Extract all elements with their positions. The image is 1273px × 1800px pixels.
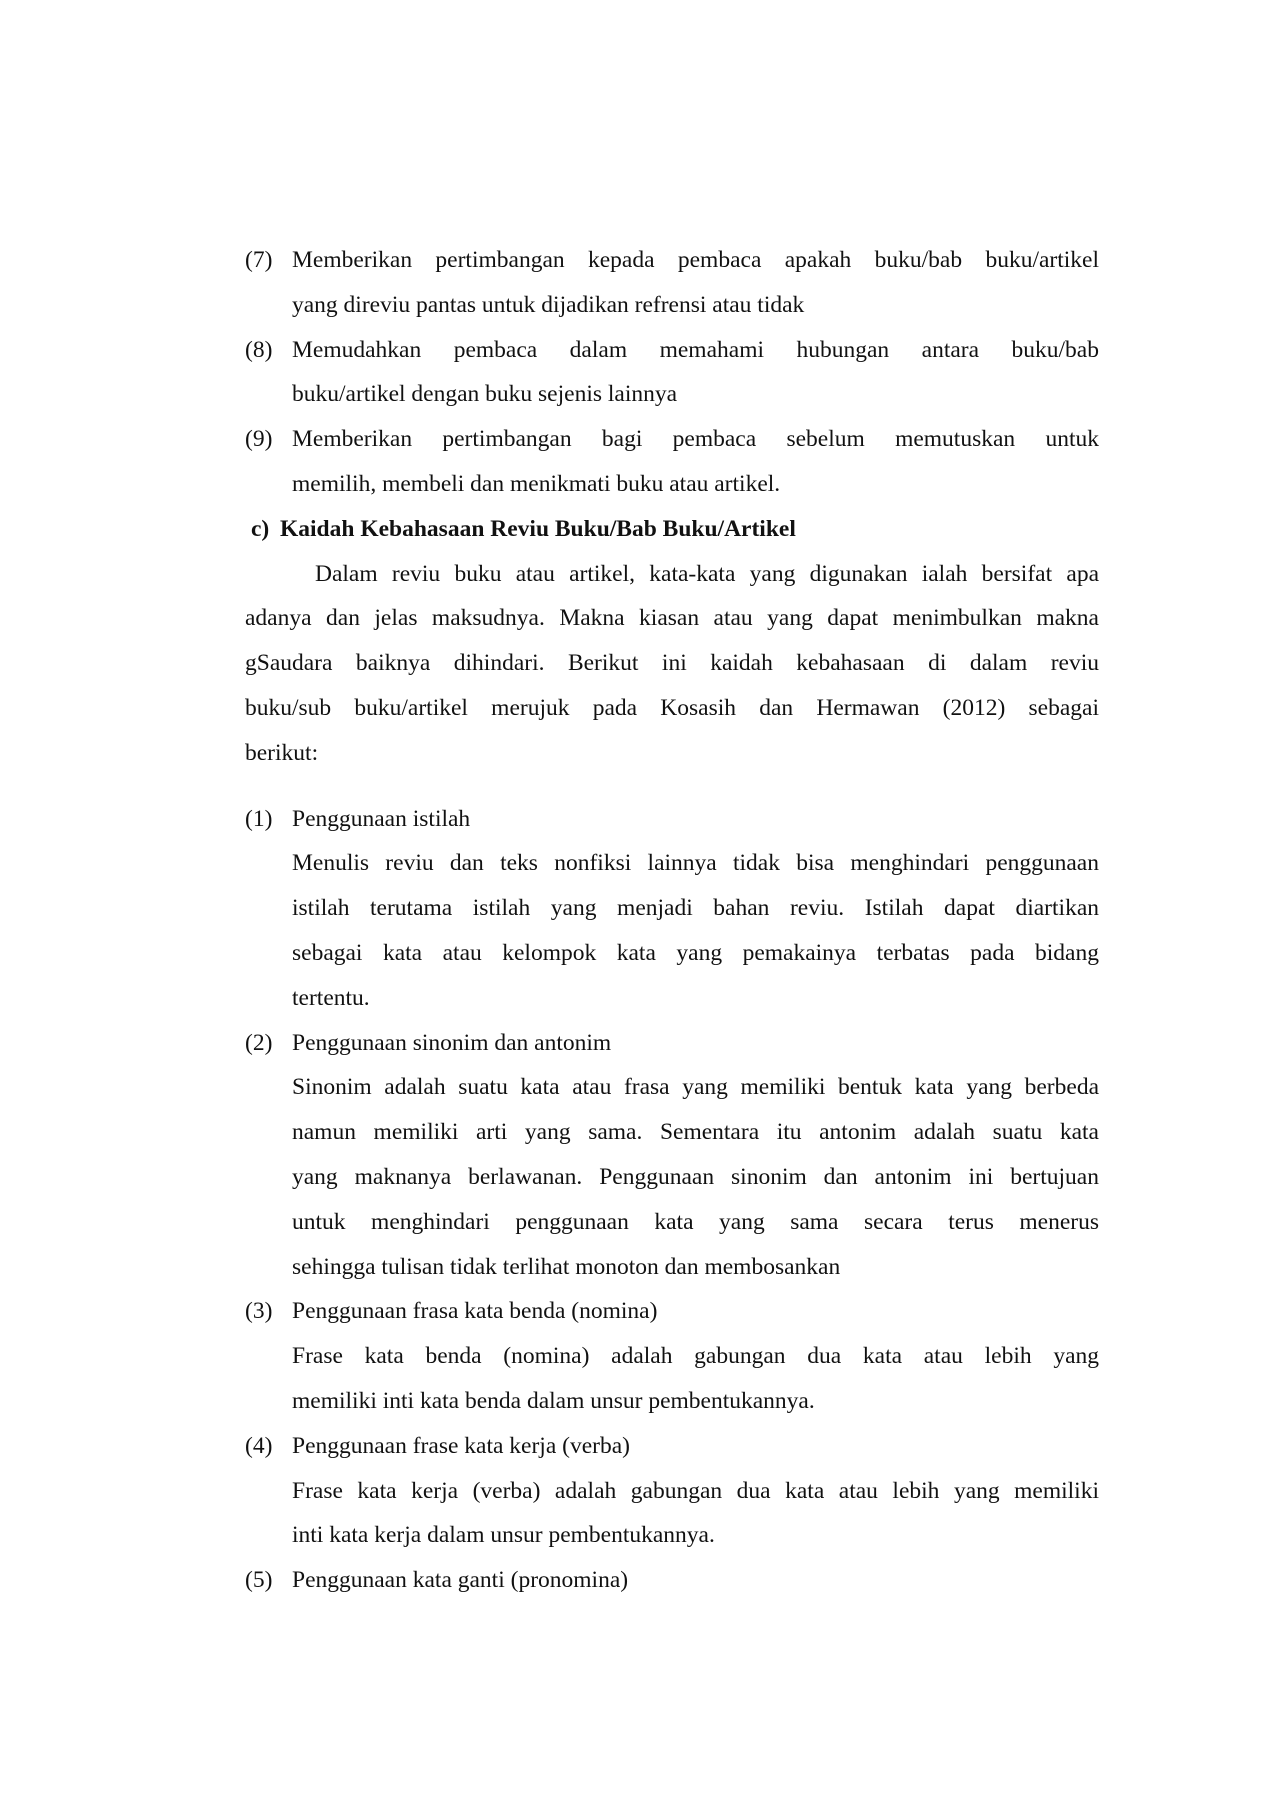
text-line [0,731,1273,776]
text-line [0,1110,1273,1155]
paragraph-line: Dalam reviu buku atau artikel, kata-kata yang digunakan ialah bersifat apa [315,560,1099,587]
text-line [0,641,1273,686]
list-item-title: Penggunaan frase kata kerja (verba) [292,1432,630,1459]
list-item-text: buku/artikel dengan buku sejenis lainnya [292,381,678,408]
list-item-title: Penggunaan sinonim dan antonim [292,1029,612,1056]
list-item-text: Memberikan pertimbangan bagi pembaca sebelum memutuskan untuk [292,426,1099,453]
text-line [0,1021,1273,1066]
list-item-text: untuk menghindari penggunaan kata yang sama secara terus menerus [292,1208,1099,1235]
text-line [0,1558,1273,1603]
text-line [0,417,1273,462]
text-line [0,1513,1273,1558]
list-item-text: Sinonim adalah suatu kata atau frasa yang memiliki bentuk kata yang berbeda [292,1074,1099,1101]
list-number: (4) [245,1432,273,1459]
text-line [0,841,1273,886]
list-number: (8) [245,336,273,363]
list-item-text: istilah terutama istilah yang menjadi bahan reviu. Istilah dapat diartikan [292,895,1099,922]
list-item-text: yang direviu pantas untuk dijadikan refrensi atau tidak [292,291,805,318]
list-item-text: Memudahkan pembaca dalam memahami hubungan antara buku/bab [292,336,1099,363]
list-item-text: namun memiliki arti yang sama. Sementara itu antonim adalah suatu kata [292,1119,1099,1146]
paragraph-line: buku/sub buku/artikel merujuk pada Kosasih dan Hermawan (2012) sebagai [245,694,1099,721]
list-item-text: inti kata kerja dalam unsur pembentukannya. [292,1522,715,1549]
text-line [0,1379,1273,1424]
text-line [0,686,1273,731]
list-item-title: Penggunaan kata ganti (pronomina) [292,1567,629,1594]
paragraph-line: gSaudara baiknya dihindari. Berikut ini kaidah kebahasaan di dalam reviu [245,650,1099,677]
text-line [0,1424,1273,1469]
text-line [0,372,1273,417]
list-item-text: tertentu. [292,984,370,1011]
text-line [0,462,1273,507]
list-number: (7) [245,247,273,273]
text-line [0,886,1273,931]
list-item-text: Frase kata kerja (verba) adalah gabungan dua kata atau lebih yang memiliki [292,1477,1099,1504]
heading-number: c) [251,515,270,542]
text-line [0,1155,1273,1200]
list-item-text: sehingga tulisan tidak terlihat monoton dan membosankan [292,1253,841,1280]
text-line [0,1065,1273,1110]
document-page [0,238,1273,1603]
text-line [0,238,1273,283]
list-item-text: Menulis reviu dan teks nonfiksi lainnya tidak bisa menghindari penggunaan [292,850,1099,877]
paragraph-line: adanya dan jelas maksudnya. Makna kiasan atau yang dapat menimbulkan makna [245,605,1099,632]
list-item-text: yang maknanya berlawanan. Penggunaan sinonim dan antonim ini bertujuan [292,1163,1099,1190]
text-line [0,1469,1273,1514]
text-line [0,931,1273,976]
list-item-title: Penggunaan frasa kata benda (nomina) [292,1298,658,1325]
list-item-text: memiliki inti kata benda dalam unsur pembentukannya. [292,1387,815,1414]
text-line [0,1200,1273,1245]
text-line [0,797,1273,842]
list-item-text: Frase kata benda (nomina) adalah gabungan dua kata atau lebih yang [292,1343,1099,1370]
section-heading: Kaidah Kebahasaan Reviu Buku/Bab Buku/Artikel [280,515,796,542]
text-line [0,283,1273,328]
text-line [0,552,1273,597]
list-item-text: Memberikan pertimbangan kepada pembaca apakah buku/bab buku/artikel [292,247,1099,273]
text-line [0,507,1273,552]
list-item-text: memilih, membeli dan menikmati buku atau artikel. [292,470,781,497]
list-item-title: Penggunaan istilah [292,805,471,832]
list-item-text: sebagai kata atau kelompok kata yang pemakainya terbatas pada bidang [292,939,1099,966]
list-number: (3) [245,1298,273,1325]
text-line [0,976,1273,1021]
list-number: (1) [245,805,273,832]
text-line [0,1245,1273,1290]
list-number: (5) [245,1567,273,1594]
text-line [0,596,1273,641]
text-line [0,328,1273,373]
list-number: (9) [245,426,273,453]
list-number: (2) [245,1029,273,1056]
paragraph-line: berikut: [245,739,319,766]
text-line [0,1334,1273,1379]
text-line [0,1289,1273,1334]
